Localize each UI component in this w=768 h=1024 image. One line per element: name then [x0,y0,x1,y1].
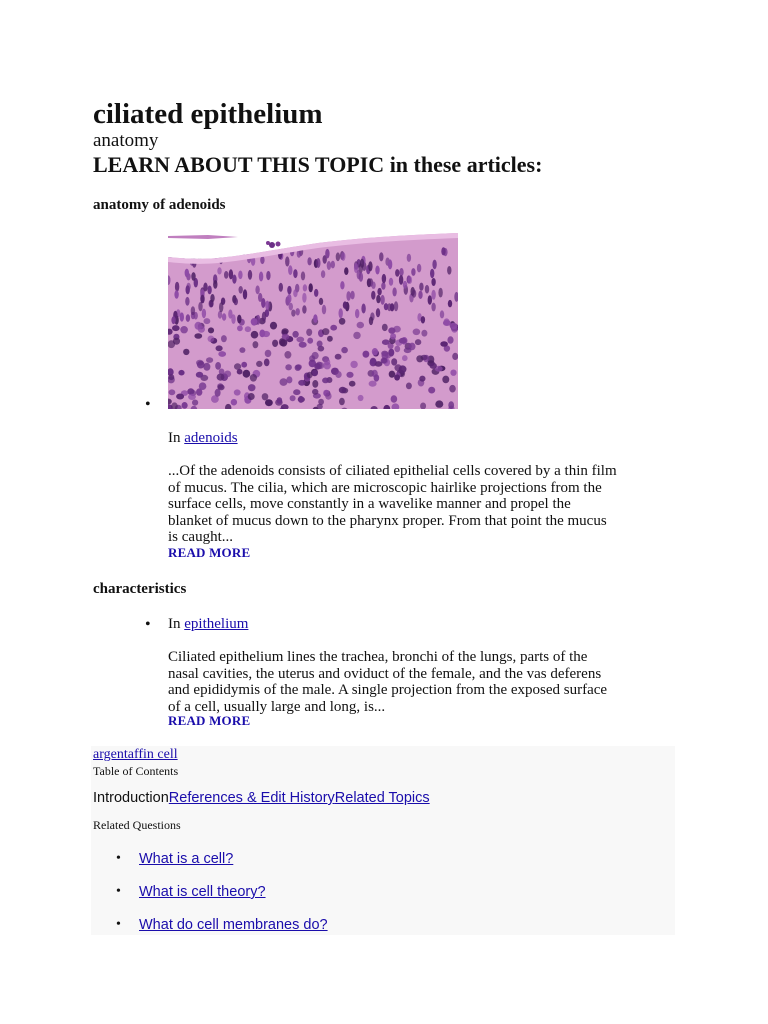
cell-nucleus [413,329,421,336]
cell-nucleus [204,318,211,324]
cell-nucleus [312,352,319,359]
cell-nucleus [262,312,266,322]
toc-item-introduction[interactable]: Introduction [93,790,169,806]
cell-nucleus [331,261,335,269]
cell-nucleus [307,338,313,344]
cell-nucleus [415,339,421,345]
cell-nucleus [430,269,434,278]
cell-nucleus [395,269,399,277]
cell-nucleus [447,266,451,275]
cell-nucleus [339,387,347,394]
cell-nucleus [372,348,378,355]
cell-nucleus [376,308,380,317]
excerpt-line: of mucus. The cilia, which are microscopic hairlike projections from the [168,479,602,496]
cell-nucleus [357,322,364,329]
related-link-argentaffin-cell[interactable]: argentaffin cell [93,747,178,762]
cell-nucleus [217,267,221,274]
cell-nucleus [175,282,179,292]
excerpt-line: blanket of mucus down to the pharynx proper. From that point the mucus [168,512,607,529]
cell-nucleus [224,271,228,279]
adenoids-histology-image [168,231,458,409]
in-article-line-adenoids [168,429,238,447]
cell-nucleus [448,401,454,409]
question-link-cell-theory[interactable]: What is cell theory? [139,884,266,900]
cell-nucleus [196,388,202,395]
cell-nucleus [180,326,188,333]
cell-nucleus [350,361,357,368]
cell-nucleus [399,268,403,276]
cell-nucleus [289,303,293,311]
cell-nucleus [425,285,429,294]
cell-nucleus [402,355,408,361]
cell-nucleus [176,394,184,400]
cell-nucleus [399,338,407,344]
page-subtitle: anatomy [93,130,159,151]
cell-nucleus [282,334,290,340]
cell-nucleus [316,258,320,268]
in-article-line-epithelium [168,615,248,633]
cell-nucleus [376,295,380,303]
cell-nucleus [432,260,436,270]
cell-nucleus [198,302,202,311]
cell-nucleus [293,289,297,297]
cell-nucleus [449,385,456,393]
cell-nucleus [391,395,398,403]
section-heading-adenoids: anatomy of adenoids [93,197,226,213]
cell-nucleus [428,295,432,305]
cell-nucleus [248,384,256,391]
cell-nucleus [369,381,377,387]
list-bullet: • [145,616,151,633]
cell-nucleus [284,351,291,359]
cell-nucleus [265,301,269,310]
question-bullet: • [116,851,121,866]
cell-nucleus [325,393,331,400]
question-bullet: • [116,884,121,899]
cell-nucleus [185,269,189,278]
cell-nucleus [441,247,445,255]
excerpt-line: of a cell, usually large and long, is... [168,698,386,715]
excerpt-line: Ciliated epithelium lines the trachea, bronchi of the lungs, parts of the [168,649,588,665]
cell-nucleus [327,261,331,270]
cell-nucleus [171,316,175,324]
cell-nucleus [431,303,435,312]
cell-nucleus [262,393,269,400]
cell-nucleus [388,349,394,357]
cell-nucleus [394,301,398,311]
cell-nucleus [215,389,221,397]
cell-nucleus [172,325,180,331]
cell-nucleus [266,271,270,280]
cell-nucleus [394,364,401,371]
cell-nucleus [349,381,356,387]
cell-nucleus [217,374,225,381]
cell-nucleus [392,287,396,296]
cell-nucleus [341,347,348,353]
cell-nucleus [312,389,318,395]
cell-nucleus [442,376,449,384]
cell-nucleus [295,365,301,371]
table-of-contents [93,789,430,807]
cell-nucleus [213,280,217,289]
cell-nucleus [206,357,213,363]
cell-nucleus [251,318,258,326]
cell-nucleus [408,276,412,284]
related-panel [91,746,675,935]
cell-nucleus [322,378,329,384]
toc-link-references[interactable]: References & Edit History [168,790,335,806]
cell-nucleus [208,327,214,333]
cell-nucleus [412,290,416,298]
cell-nucleus [313,314,317,323]
cell-nucleus [259,330,265,338]
cell-nucleus [200,295,204,304]
cell-nucleus [259,272,263,282]
cell-nucleus [243,289,247,299]
cell-nucleus [191,306,195,315]
cell-nucleus [451,326,458,332]
cell-nucleus [301,271,305,280]
cell-nucleus [330,325,337,331]
cell-nucleus [327,336,333,342]
cell-nucleus [440,341,448,347]
cell-nucleus [319,298,323,305]
cell-nucleus [340,281,344,289]
cell-nucleus [394,374,400,380]
cell-nucleus [280,339,287,347]
cell-nucleus [322,328,329,335]
cell-nucleus [238,271,242,280]
cell-nucleus [207,286,211,295]
excerpt-line: nasal cavities, the uterus and oviduct of the female, and the vas deferens [168,665,602,682]
cell-nucleus [316,362,323,370]
cell-nucleus [384,303,388,310]
cell-nucleus [325,249,329,259]
cell-nucleus [389,278,393,286]
cell-nucleus [322,305,326,315]
excerpt-line: surface cells, move constantly in a wavelike manner and propel the [168,496,571,512]
cell-nucleus [388,327,395,333]
cell-nucleus [302,293,306,303]
cell-nucleus [360,259,364,268]
cell-nucleus [324,362,331,369]
cell-nucleus [182,402,188,409]
cell-nucleus [369,317,373,326]
cell-nucleus [285,364,292,370]
cell-nucleus [168,374,174,380]
cell-nucleus [296,308,300,315]
cell-nucleus [363,351,370,358]
cell-nucleus [272,340,278,347]
cell-nucleus [286,376,292,383]
cell-nucleus [234,298,238,306]
excerpt-epithelium [168,649,678,715]
cell-nucleus [198,326,205,333]
cell-nucleus [264,359,270,367]
cell-nucleus [224,371,231,378]
cell-nucleus [346,291,350,301]
in-prefix: In [168,616,181,632]
cell-nucleus [368,261,372,271]
cell-nucleus [255,285,259,294]
cell-nucleus [251,331,259,339]
cell-nucleus [239,286,243,294]
cell-nucleus [231,399,237,406]
cell-nucleus [346,372,353,378]
cell-nucleus [371,291,375,300]
cell-nucleus [293,269,297,278]
cell-nucleus [431,278,435,286]
cell-nucleus [285,256,289,266]
cell-nucleus [243,370,251,378]
related-questions-label: Related Questions [93,818,181,832]
cell-nucleus [339,398,345,406]
cell-nucleus [218,351,226,357]
cell-nucleus [215,362,221,370]
cell-nucleus [381,282,385,290]
article-link-adenoids[interactable]: adenoids [184,430,238,446]
cell-nucleus [336,252,340,261]
excerpt-line: is caught... [168,529,233,545]
cell-nucleus [418,291,422,299]
cell-nucleus [388,259,392,269]
cell-nucleus [341,252,345,261]
cell-nucleus [293,389,300,395]
cell-nucleus [202,309,206,319]
cell-nucleus [379,252,383,261]
cell-nucleus [350,291,354,300]
toc-label: Table of Contents [93,764,179,778]
cell-nucleus [270,322,277,330]
cell-nucleus [210,294,214,302]
cell-nucleus [192,400,198,406]
excerpt-adenoids [168,463,678,546]
cell-nucleus [174,290,178,299]
cell-nucleus [241,362,247,368]
cell-nucleus [417,264,421,273]
cell-nucleus [370,358,376,365]
cell-nucleus [389,371,395,378]
cell-nucleus [452,353,458,360]
cell-nucleus [221,335,227,342]
cell-nucleus [302,305,306,313]
cell-nucleus [306,329,312,336]
cell-nucleus [428,387,435,394]
cell-nucleus [298,396,304,403]
in-prefix: In [168,430,181,446]
cell-nucleus [419,376,425,382]
cell-nucleus [186,285,190,294]
cell-nucleus [307,372,313,378]
cell-nucleus [430,363,437,369]
cell-nucleus [291,310,295,317]
cell-nucleus [403,281,407,289]
cell-nucleus [450,370,456,376]
cell-nucleus [335,371,341,378]
cell-nucleus [203,283,207,292]
cell-nucleus [288,265,292,275]
cell-nucleus [250,374,257,382]
cell-nucleus [248,393,255,400]
cell-nucleus [298,380,305,386]
question-bullet: • [116,917,121,932]
cell-nucleus [279,283,283,292]
cell-nucleus [317,341,323,348]
cell-nucleus [335,354,342,360]
cell-nucleus [169,389,176,395]
cell-nucleus [303,284,307,291]
cell-nucleus [277,397,283,404]
cell-nucleus [197,361,205,369]
cell-nucleus [186,314,190,322]
cell-nucleus [357,270,361,280]
cell-nucleus [438,288,442,298]
cell-nucleus [419,283,423,291]
cell-nucleus [411,268,415,276]
cell-nucleus [237,315,241,324]
excerpt-line: ...Of the adenoids consists of ciliated epithelial cells covered by a thin film [168,463,617,479]
cell-nucleus [296,337,304,343]
cell-nucleus [208,336,215,343]
cell-nucleus [185,297,189,306]
question-link-what-is-a-cell[interactable]: What is a cell? [139,851,234,867]
cell-nucleus [290,395,296,401]
cell-nucleus [219,302,223,312]
cell-nucleus [183,349,189,355]
cell-nucleus [343,301,347,308]
cell-nucleus [440,310,444,318]
cell-nucleus [448,300,452,307]
cell-nucleus [339,318,346,325]
cell-nucleus [372,370,378,377]
cell-nucleus [239,347,245,353]
cell-nucleus [371,282,375,289]
cell-nucleus [314,289,318,297]
question-link-cell-membranes[interactable]: What do cell membranes do? [139,917,328,933]
cell-nucleus [309,283,313,292]
cell-nucleus [390,333,396,339]
cell-nucleus [261,298,265,308]
cell-nucleus [344,267,348,275]
cell-nucleus [280,378,288,386]
cell-nucleus [339,308,343,318]
cell-nucleus [443,320,451,326]
cell-nucleus [435,400,443,407]
page-title: ciliated epithelium [93,98,323,130]
cell-nucleus [216,345,223,351]
cell-nucleus [299,342,307,348]
cell-nucleus [355,309,359,318]
cell-nucleus [260,256,264,264]
cell-nucleus [229,269,233,279]
cell-nucleus [237,325,243,331]
cell-nucleus [256,361,262,367]
cell-nucleus [287,294,291,303]
cell-nucleus [321,270,325,278]
cell-nucleus [234,389,241,395]
cell-nucleus [234,363,241,370]
cell-nucleus [406,383,412,390]
cell-nucleus [248,270,252,280]
cell-nucleus [358,395,364,401]
cell-nucleus [394,346,400,353]
section-heading-characteristics: characteristics [93,581,187,597]
cell-nucleus [191,272,195,281]
read-more-link-epithelium[interactable]: READ MORE [168,713,251,728]
cell-nucleus [375,266,379,275]
cell-nucleus [447,336,453,344]
cell-nucleus [312,380,318,388]
cell-nucleus [353,332,360,339]
cell-nucleus [361,304,365,314]
cell-nucleus [381,358,388,364]
read-more-link-adenoids[interactable]: READ MORE [168,545,251,560]
cell-nucleus [287,286,291,294]
cell-nucleus [253,341,259,348]
cell-nucleus [231,314,235,324]
cell-nucleus [416,355,423,362]
cell-nucleus [265,350,272,357]
cell-nucleus [407,254,411,262]
cell-nucleus [399,275,403,285]
cell-nucleus [194,333,202,339]
cell-nucleus [382,324,388,331]
cell-nucleus [188,394,196,400]
cell-nucleus [282,328,289,334]
article-link-epithelium[interactable]: epithelium [184,616,249,632]
cell-nucleus [178,370,184,376]
cell-nucleus [237,369,243,375]
cell-nucleus [245,326,251,332]
cell-nucleus [380,295,384,305]
cell-nucleus [421,316,425,323]
toc-link-related-topics[interactable]: Related Topics [334,790,430,806]
cell-nucleus [404,348,412,354]
cell-nucleus [421,330,427,337]
cell-nucleus [196,372,203,378]
cell-nucleus [307,257,311,265]
cell-nucleus [391,358,397,365]
excerpt-line: and epididymis of the male. A single projection from the exposed surface [168,682,608,698]
cell-nucleus [292,331,298,338]
cell-nucleus [431,290,435,300]
cell-nucleus [377,288,381,295]
list-bullet: • [145,396,151,413]
cell-nucleus [382,274,386,283]
learn-heading: LEARN ABOUT THIS TOPIC in these articles: [93,152,543,177]
cell-nucleus [222,313,226,320]
